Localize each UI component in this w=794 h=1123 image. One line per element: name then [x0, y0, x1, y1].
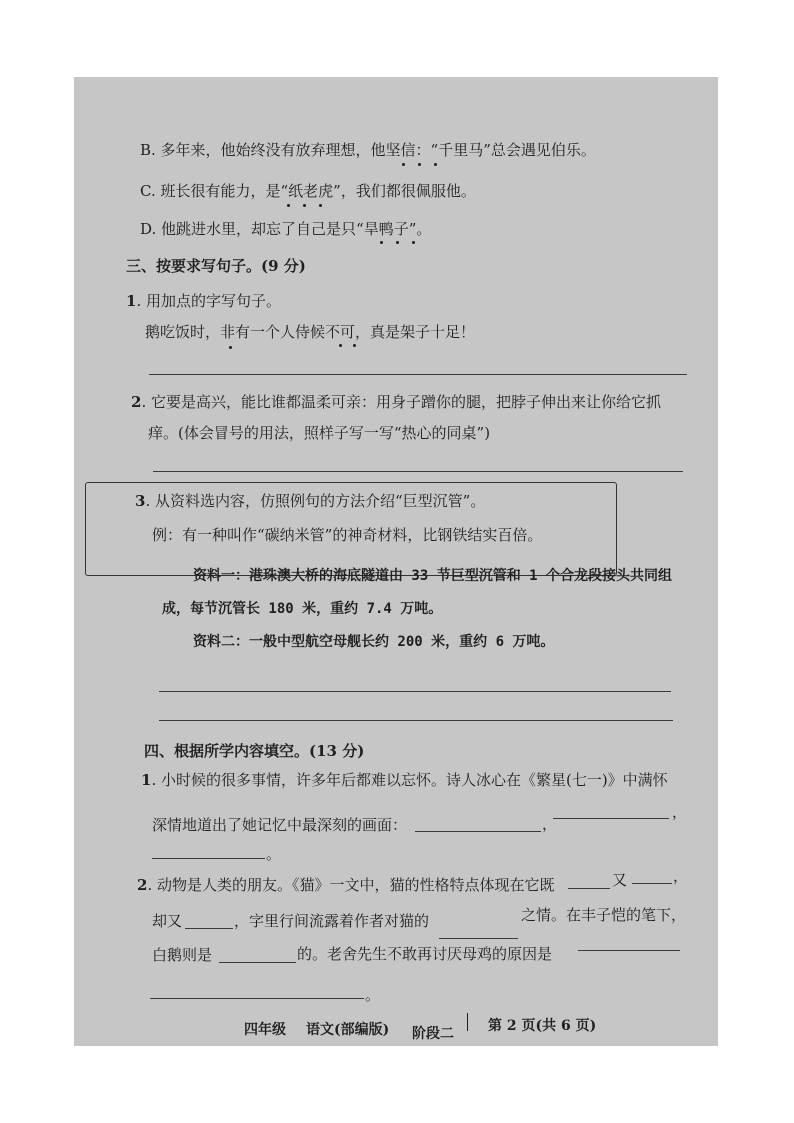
section-3-title: 三、按要求写句子。(9 分)	[126, 257, 306, 275]
question-number: 2	[131, 393, 142, 411]
answer-line[interactable]	[153, 471, 683, 472]
blank-line[interactable]	[152, 858, 265, 859]
comma: ，	[673, 867, 689, 885]
footer-subject: 语文(部编版)	[306, 1022, 390, 1038]
blank-line[interactable]	[568, 888, 610, 889]
comma: ，	[542, 815, 558, 833]
emphasis-dot	[339, 344, 342, 347]
blank-line[interactable]	[578, 950, 680, 951]
footer-page: 第 2 页(共 6 页)	[488, 1018, 597, 1034]
material-box	[85, 482, 617, 576]
footer-stage: 阶段二	[412, 1026, 454, 1042]
emphasis-dot	[380, 241, 383, 244]
option-b: B. 多年来，他始终没有放弃理想，他坚信：“千里马”总会遇见伯乐。	[140, 141, 596, 159]
emphasis-dot	[353, 344, 356, 347]
period: 。	[266, 845, 282, 863]
comma: ，	[672, 803, 688, 821]
question-text: . 用加点的字写句子。	[136, 292, 281, 310]
blank-line[interactable]	[185, 928, 233, 929]
blank-line[interactable]	[415, 831, 541, 832]
period: 。	[365, 986, 381, 1004]
question-text: . 动物是人类的朋友。《猫》一文中，猫的性格特点体现在它既	[147, 876, 555, 894]
question-4-2-line2-a: 却又	[152, 912, 183, 930]
question-3-1	[126, 291, 281, 311]
answer-line[interactable]	[159, 720, 673, 721]
question-3-2-line2: 痒。(体会冒号的用法，照样子写一写“热心的同桌”)	[148, 424, 491, 442]
question-4-2-line3-a: 白鹅则是	[152, 946, 213, 964]
answer-line[interactable]	[149, 374, 687, 375]
emphasis-dot	[319, 204, 322, 207]
blank-line[interactable]	[632, 883, 672, 884]
question-4-2-line1	[137, 875, 554, 895]
footer-grade: 四年级	[244, 1022, 286, 1038]
blank-line[interactable]	[439, 938, 518, 939]
option-d: D. 他跳进水里，却忘了自己是只“旱鸭子”。	[140, 220, 432, 238]
material-1-line2: 成，每节沉管长 180 米，重约 7.4 万吨。	[162, 601, 443, 617]
question-number: 3	[135, 492, 146, 510]
footer-divider	[467, 1013, 470, 1031]
emphasis-dot	[402, 163, 405, 166]
emphasis-dot	[412, 241, 415, 244]
question-number: 1	[126, 292, 137, 310]
question-4-2-line2-c: 之情。在丰子恺的笔下，	[521, 906, 687, 924]
emphasis-dot	[418, 163, 421, 166]
word-you: 又	[612, 871, 628, 889]
question-number: 1	[141, 771, 152, 789]
blank-line[interactable]	[219, 962, 296, 963]
blank-line[interactable]	[553, 818, 669, 819]
question-text: . 从资料选内容，仿照例句的方法介绍“巨型沉管”。	[145, 492, 486, 510]
material-2: 资料二：一般中型航空母舰长约 200 米，重约 6 万吨。	[193, 634, 555, 650]
emphasis-dot	[396, 241, 399, 244]
emphasis-dot	[287, 204, 290, 207]
emphasis-dot	[303, 204, 306, 207]
section-4-title: 四、根据所学内容填空。(13 分)	[144, 742, 365, 760]
material-1-line1: 资料一：港珠澳大桥的海底隧道由 33 节巨型沉管和 1 个合龙段接头共同组	[193, 568, 672, 584]
question-4-1-line1	[141, 770, 668, 790]
question-3-2-line1	[131, 392, 661, 412]
question-4-2-line2-b: ，字里行间流露着作者对猫的	[234, 912, 430, 930]
question-3-3-example: 例：有一种叫作“碳纳米管”的神奇材料，比钢铁结实百倍。	[152, 526, 543, 544]
emphasis-dot	[229, 346, 232, 349]
option-c: C. 班长很有能力，是“纸老虎”，我们都很佩服他。	[140, 182, 476, 200]
emphasis-dot	[434, 163, 437, 166]
question-text: . 小时候的很多事情，许多年后都难以忘怀。诗人冰心在《繁星(七一)》中满怀	[151, 771, 668, 789]
blank-line[interactable]	[150, 998, 364, 999]
question-4-1-line2: 深情地道出了她记忆中最深刻的画面：	[152, 816, 408, 834]
question-4-2-line3-b: 的。老舍先生不敢再讨厌母鸡的原因是	[297, 945, 553, 963]
question-number: 2	[137, 876, 148, 894]
question-text: . 它要是高兴，能比谁都温柔可亲：用身子蹭你的腿，把脖子伸出来让你给它抓	[141, 393, 661, 411]
question-3-1-sentence: 鹅吃饭时，非有一个人侍候不可，真是架子十足！	[145, 323, 476, 341]
answer-line[interactable]	[159, 691, 671, 692]
